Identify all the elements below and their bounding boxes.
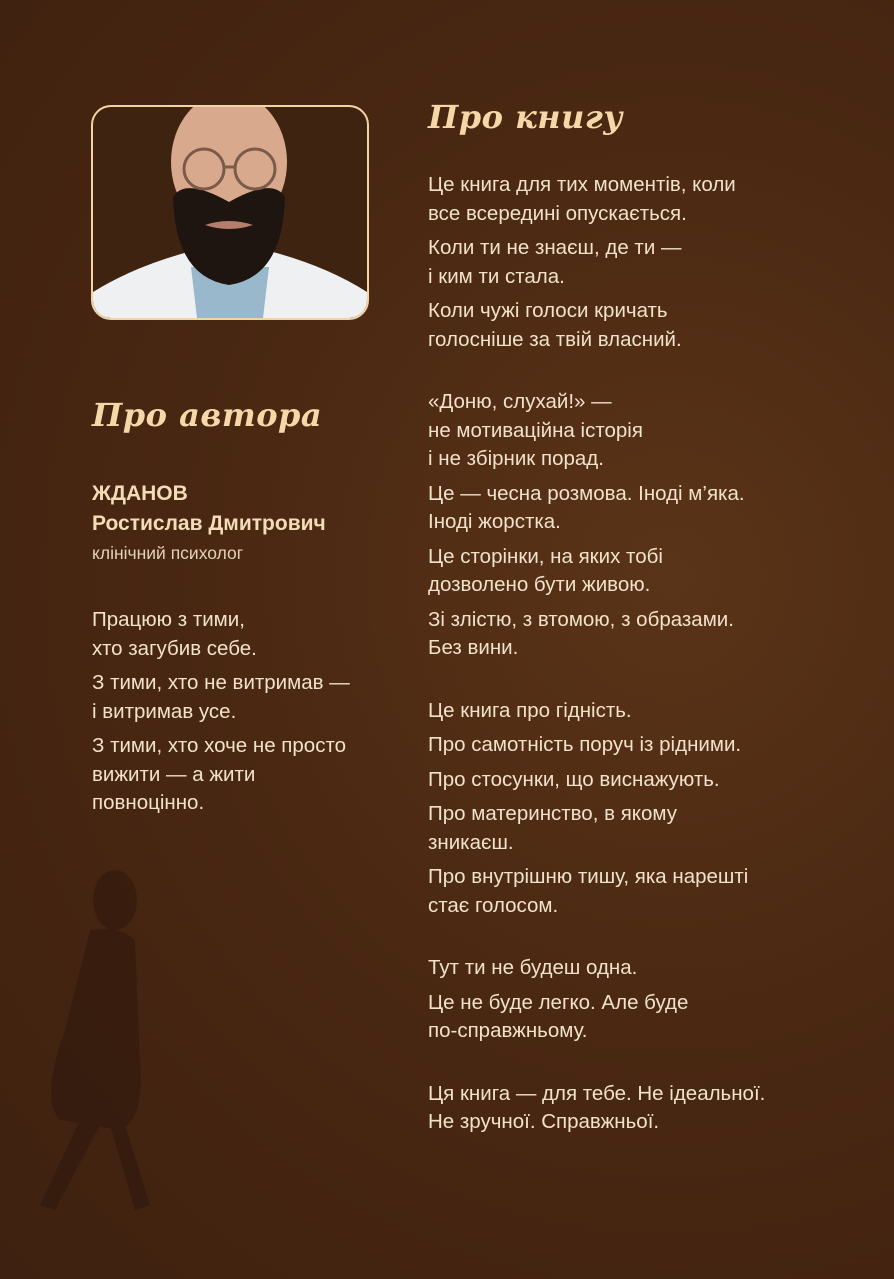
paragraph: Це — чесна розмова. Іноді м’яка. Іноді жорстка. bbox=[428, 481, 745, 533]
paragraph: Ця книга — для тебе. Не ідеальної. Не зручної. Справжньої. bbox=[428, 1081, 766, 1133]
text-group bbox=[428, 954, 868, 1046]
woman-silhouette-icon bbox=[20, 860, 170, 1220]
paragraph: Про внутрішню тишу, яка нарешті стає голосом. bbox=[428, 865, 749, 917]
paragraph: Це книга про гідність. bbox=[428, 698, 632, 722]
author-role: клінічний психолог bbox=[92, 543, 244, 563]
paragraph: Коли чужі голоси кричать голосніше за твій власний. bbox=[428, 299, 682, 351]
paragraph: Зі злістю, з втомою, з образами. Без вини. bbox=[428, 607, 734, 659]
paragraph: Це не буде легко. Але буде по-справжньому. bbox=[428, 990, 689, 1042]
paragraph: Про стосунки, що виснажують. bbox=[428, 767, 720, 791]
paragraph: Це книга для тих моментів, коли все всередині опускається. bbox=[428, 173, 736, 225]
author-photo bbox=[91, 105, 369, 320]
paragraph: «Доню, слухай!» — не мотиваційна історія і не збірник порад. bbox=[428, 390, 643, 470]
paragraph: Про самотність поруч із рідними. bbox=[428, 733, 742, 756]
book-description bbox=[428, 171, 868, 1171]
author-name: ЖДАНОВ Ростислав Дмитрович bbox=[92, 482, 326, 535]
paragraph: Це сторінки, на яких тобі дозволено бути живою. bbox=[428, 544, 663, 596]
paragraph: Тут ти не будеш одна. bbox=[428, 956, 638, 979]
about-book-heading: Про книгу bbox=[428, 98, 623, 136]
text-group bbox=[428, 697, 868, 921]
author-bio bbox=[92, 606, 402, 824]
paragraph: Про материнство, в якому зникаєш. bbox=[428, 802, 677, 854]
bio-paragraph: Працюю з тими, хто загубив себе. bbox=[92, 608, 257, 660]
paragraph: Коли ти не знаєш, де ти — і ким ти стала. bbox=[428, 236, 682, 288]
author-portrait-illustration bbox=[93, 107, 367, 318]
text-group bbox=[428, 388, 868, 663]
text-group bbox=[428, 171, 868, 354]
bio-paragraph: З тими, хто хоче не просто вижити — а жити повноцінно. bbox=[92, 734, 347, 814]
text-group bbox=[428, 1080, 868, 1137]
about-author-heading: Про автора bbox=[92, 396, 323, 434]
bio-paragraph: З тими, хто не витримав — і витримав усе. bbox=[92, 671, 350, 723]
